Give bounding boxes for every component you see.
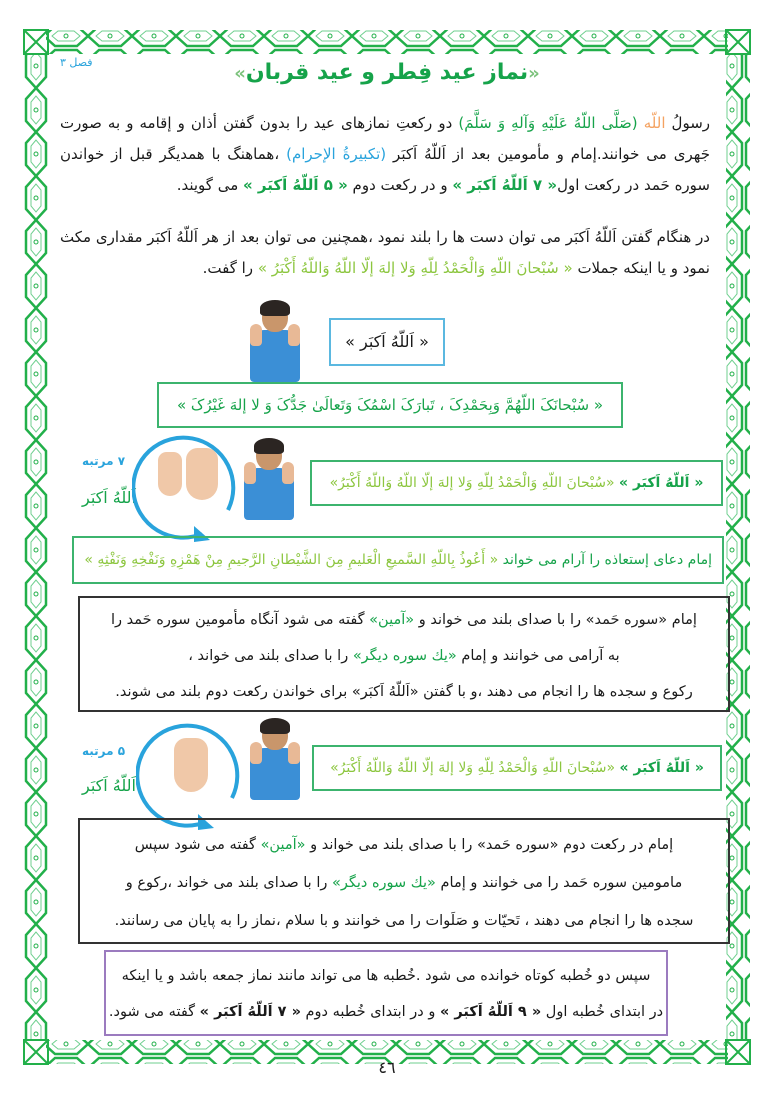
five-takbir: « ۵ اَللّهُ اَکبَر »: [243, 176, 348, 194]
text: در هنگام گفتن اَللّهُ اَکبَر می توان دست ها را بلند نمود ،همچنین می توان بعد از هر اَللّهُ اَکبَر مقداری مکث نمود و یا اینکه جملات: [60, 228, 710, 277]
thana-box: [157, 382, 623, 428]
surah-hamd: «سوره حَمد»: [585, 612, 668, 628]
rakat1-count-label: ۷ مرتبه: [82, 454, 126, 468]
seven-takbir: « ۷ اَللّهُ اَکبَر »: [452, 176, 558, 194]
tasbih-text: «سُبْحانَ اللّهِ وَالْحَمْدُ لِلّهِ وَلا إلهَ إلّا اللّهُ وَاللّهُ أَکْبَرُ»: [329, 475, 615, 491]
open-hand-image: [174, 738, 208, 792]
border-left: [24, 54, 48, 1040]
intro-paragraph-1: [60, 108, 710, 201]
text: گفته می شود سپس: [134, 837, 261, 853]
text: إمام در رکعت دوم: [558, 837, 674, 853]
text: و در رکعت دوم: [347, 176, 453, 194]
tasbih-text: «سُبْحانَ اللّهِ وَالْحَمْدُ لِلّهِ وَلا إلهَ إلّا اللّهُ وَاللّهُ أَکْبَرُ»: [330, 760, 616, 776]
line: [106, 994, 666, 1030]
takbirat-ihram: (تکبیرةُ الإحرام): [286, 145, 387, 163]
khutba-box: [104, 950, 668, 1036]
tasbih: « سُبْحانَ اللّهِ وَالْحَمْدُ لِلّهِ وَلا إلهَ إلّا اللّهُ وَاللّهُ أَکْبَرُ »: [257, 259, 573, 277]
text: گفته می شود.: [108, 1004, 200, 1020]
text: ،هماهنگ با همدیگر قبل از خواندن سوره حَمد در رکعت اول: [60, 145, 710, 194]
takbir-text: « اَللّهُ اَکبَر »: [619, 475, 704, 491]
text: رسولُ: [665, 114, 711, 132]
rakat1-dhikr-box: [310, 460, 723, 506]
rakat1-instructions-box: [78, 596, 730, 712]
rakat2-dhikr-box: [312, 745, 722, 791]
boy-praying-image: [244, 302, 306, 382]
text: در ابتدای خُطبه اول: [541, 1004, 664, 1020]
text: می گویند.: [176, 176, 244, 194]
two-fingers-hand-image: [158, 452, 182, 496]
intro-paragraph-2: [60, 222, 710, 284]
rakat2-instructions-box: [78, 818, 730, 944]
text: و در ابتدای خُطبه دوم: [300, 1004, 440, 1020]
allah-word: اللّه: [643, 114, 666, 132]
boy-praying-image: [238, 440, 300, 520]
istiadha-box: [72, 536, 724, 584]
rakat2-count-sub: اَللّهُ اَکبَر: [82, 776, 136, 795]
amin: «آمین»: [260, 837, 306, 853]
text: برای خواندن رکعت دوم بلند می شوند.: [115, 684, 352, 700]
boy-praying-image: [244, 720, 306, 800]
border-top: [46, 30, 728, 54]
text: سجده ها را انجام می دهند ، تَحیّات و صَلَوات را می خوانند و با سلام ،نماز را به پایان می رسانند.: [114, 913, 694, 929]
takbir-box: [329, 318, 445, 366]
ornament-icon: «: [528, 63, 540, 84]
istiadha-arabic: « أَعُوذُ بِاللّهِ السَّمیعِ الْعَلیمِ مِنَ الشَّیْطانِ الرَّجیمِ مِنْ هَمْزِهِ وَنَفْخِهِ وَنَفْثِهِ »: [84, 552, 499, 568]
ornament-icon: »: [234, 63, 246, 84]
surah-hamd: «سوره حَمد»: [476, 837, 559, 853]
line: [80, 602, 728, 638]
open-hand-image: [186, 448, 218, 500]
text: مامومین سوره حَمد را می خوانند و إمام: [435, 875, 683, 891]
text: را با صدای بلند می خواند و: [305, 837, 477, 853]
line: [80, 638, 728, 674]
chapter-label: فصل ۳: [60, 56, 93, 69]
text: گفته می شود آنگاه مأمومین سوره حَمد را: [111, 612, 370, 628]
line: سپس دو خُطبه کوتاه خوانده می شود .خُطبه ها می تواند مانند نماز جمعه باشد و یا اینکه: [121, 968, 651, 984]
rakat1-count-sub: اَللّهُ اَکبَر: [82, 488, 136, 507]
text: را با صدای بلند می خواند ،: [188, 648, 353, 664]
text: را با صدای بلند می خواند و: [414, 612, 586, 628]
rakat2-count-label: ۵ مرتبه: [82, 744, 126, 758]
text: به آرامی می خوانند و إمام: [456, 648, 620, 664]
takbir-text: « اَللّهُ اَکبَر »: [345, 332, 429, 351]
line: [80, 902, 728, 940]
text: را گفت.: [202, 259, 258, 277]
text: رکوع و سجده ها را انجام می دهند ،و با گفتن: [418, 684, 693, 700]
istiadha-lead: إمام دعای إستعاذه را آرام می خواند: [498, 552, 712, 568]
other-surah: «یك سوره دیگر»: [352, 648, 457, 664]
line: [80, 864, 728, 902]
page-number: ٤٦: [378, 1058, 396, 1077]
amin: «آمین»: [369, 612, 415, 628]
takbir-text: « اَللّهُ اَکبَر »: [619, 760, 704, 776]
seven-takbir: « ۷ اَللّهُ اَکبَر »: [199, 1004, 301, 1020]
text: إمام: [667, 612, 697, 628]
takbir: «اَللّهُ اَکبَر»: [351, 684, 419, 700]
nine-takbir: « ۹ اَللّهُ اَکبَر »: [439, 1004, 542, 1020]
other-surah: «یك سوره دیگر»: [331, 875, 436, 891]
salawat: (صَلَّی اللّهُ عَلَیْهِ وَآلهِ وَ سَلَّمَ): [458, 114, 638, 132]
page-title-text: نماز عید فِطر و عید قربان: [245, 60, 529, 85]
line: [80, 674, 728, 710]
text: دو رکعتِ نمازهای عید را بدون گفتن أذان و إقامه و به صورت جَهری می خوانند.إمام و مأمومین بعد از اَللّهُ اَکبَر: [60, 114, 710, 163]
thana-text: « سُبْحانَکَ اللّهُمَّ وَبِحَمْدِکَ ، تَبارَکَ اسْمُکَ وَتَعالَیٰ جَدُّکَ وَ لا إلهَ غَیْرُکَ »: [176, 396, 604, 414]
line: [80, 826, 728, 864]
page-title: [0, 60, 774, 85]
text: را با صدای بلند می خواند ،رکوع و: [125, 875, 332, 891]
